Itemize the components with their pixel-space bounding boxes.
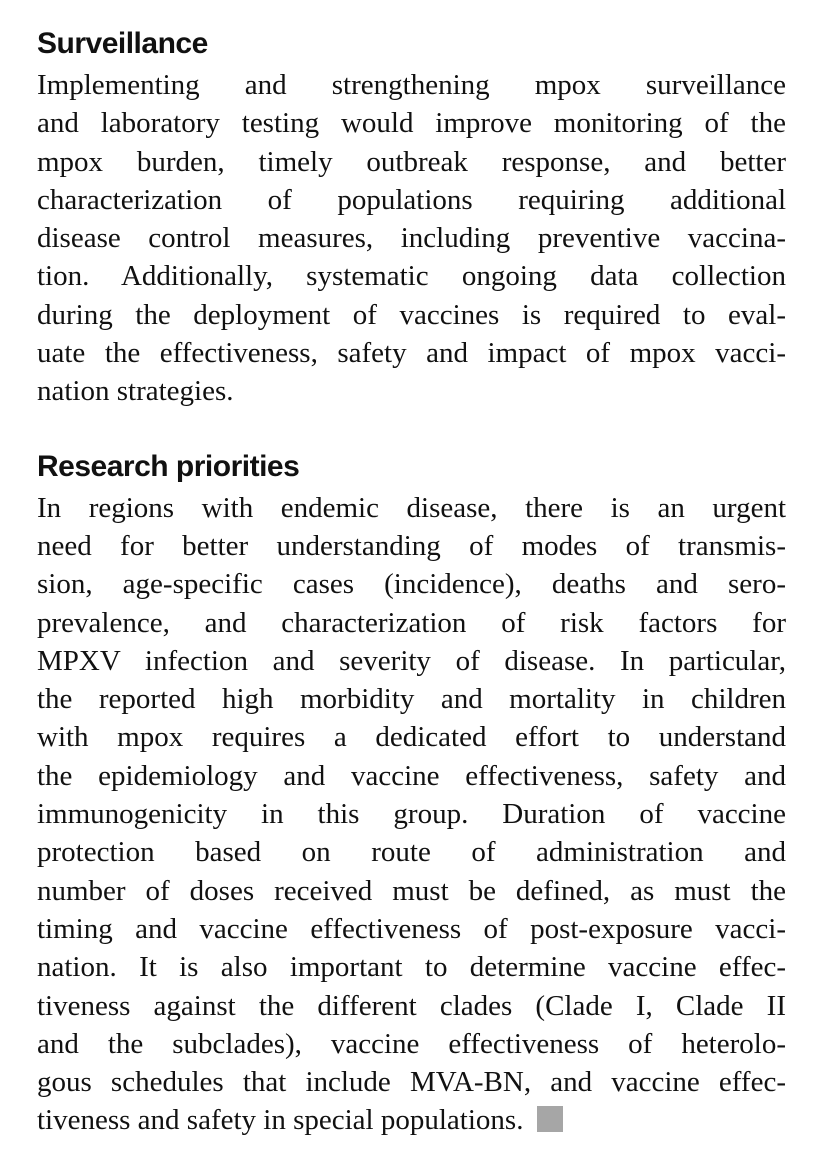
- text-line: uate the effectiveness, safety and impact of mpox vacci-: [37, 337, 786, 370]
- text-line: disease control measures, including preventive vaccina-: [37, 222, 786, 255]
- text-line: characterization of populations requiring additional: [37, 183, 786, 216]
- text-line: tiveness against the different clades (Clade I, Clade II: [37, 989, 786, 1022]
- text-line: and laboratory testing would improve monitoring of the: [37, 107, 786, 140]
- text-line: number of doses received must be defined, as must the: [37, 874, 786, 907]
- surveillance-paragraph: [37, 66, 786, 411]
- final-line-text: tiveness and safety in special populations.: [37, 1104, 524, 1137]
- end-of-article-square-icon: [537, 1106, 563, 1132]
- text-line: timing and vaccine effectiveness of post-exposure vacci-: [37, 912, 786, 945]
- section-heading-surveillance: Surveillance: [37, 27, 208, 60]
- text-line: tion. Additionally, systematic ongoing data collection: [37, 260, 786, 293]
- text-line: sion, age-specific cases (incidence), deaths and sero-: [37, 568, 786, 601]
- text-line: the epidemiology and vaccine effectiveness, safety and: [37, 759, 786, 792]
- text-line: gous schedules that include MVA-BN, and vaccine effec-: [37, 1066, 786, 1099]
- text-line-final: [37, 1101, 786, 1139]
- text-line: nation. It is also important to determine vaccine effec-: [37, 951, 786, 984]
- text-line: In regions with endemic disease, there is an urgent: [37, 491, 786, 524]
- text-line: mpox burden, timely outbreak response, and better: [37, 145, 786, 178]
- text-line: Implementing and strengthening mpox surveillance: [37, 69, 786, 101]
- research-priorities-paragraph: [37, 489, 786, 1140]
- text-line: nation strategies.: [37, 375, 234, 408]
- text-line: protection based on route of administration and: [37, 836, 786, 869]
- section-heading-research-priorities: Research priorities: [37, 449, 300, 483]
- text-line: during the deployment of vaccines is required to eval-: [37, 298, 786, 331]
- text-line: prevalence, and characterization of risk factors for: [37, 606, 786, 639]
- document-page: [37, 22, 786, 1140]
- text-line: and the subclades), vaccine effectiveness of heterolo-: [37, 1027, 786, 1060]
- text-line: need for better understanding of modes of transmis-: [37, 529, 786, 562]
- text-line: MPXV infection and severity of disease. In particular,: [37, 644, 786, 677]
- text-line: the reported high morbidity and mortality in children: [37, 683, 786, 716]
- text-line: immunogenicity in this group. Duration of vaccine: [37, 798, 786, 831]
- section-spacer: [37, 411, 786, 445]
- text-line: with mpox requires a dedicated effort to understand: [37, 721, 786, 754]
